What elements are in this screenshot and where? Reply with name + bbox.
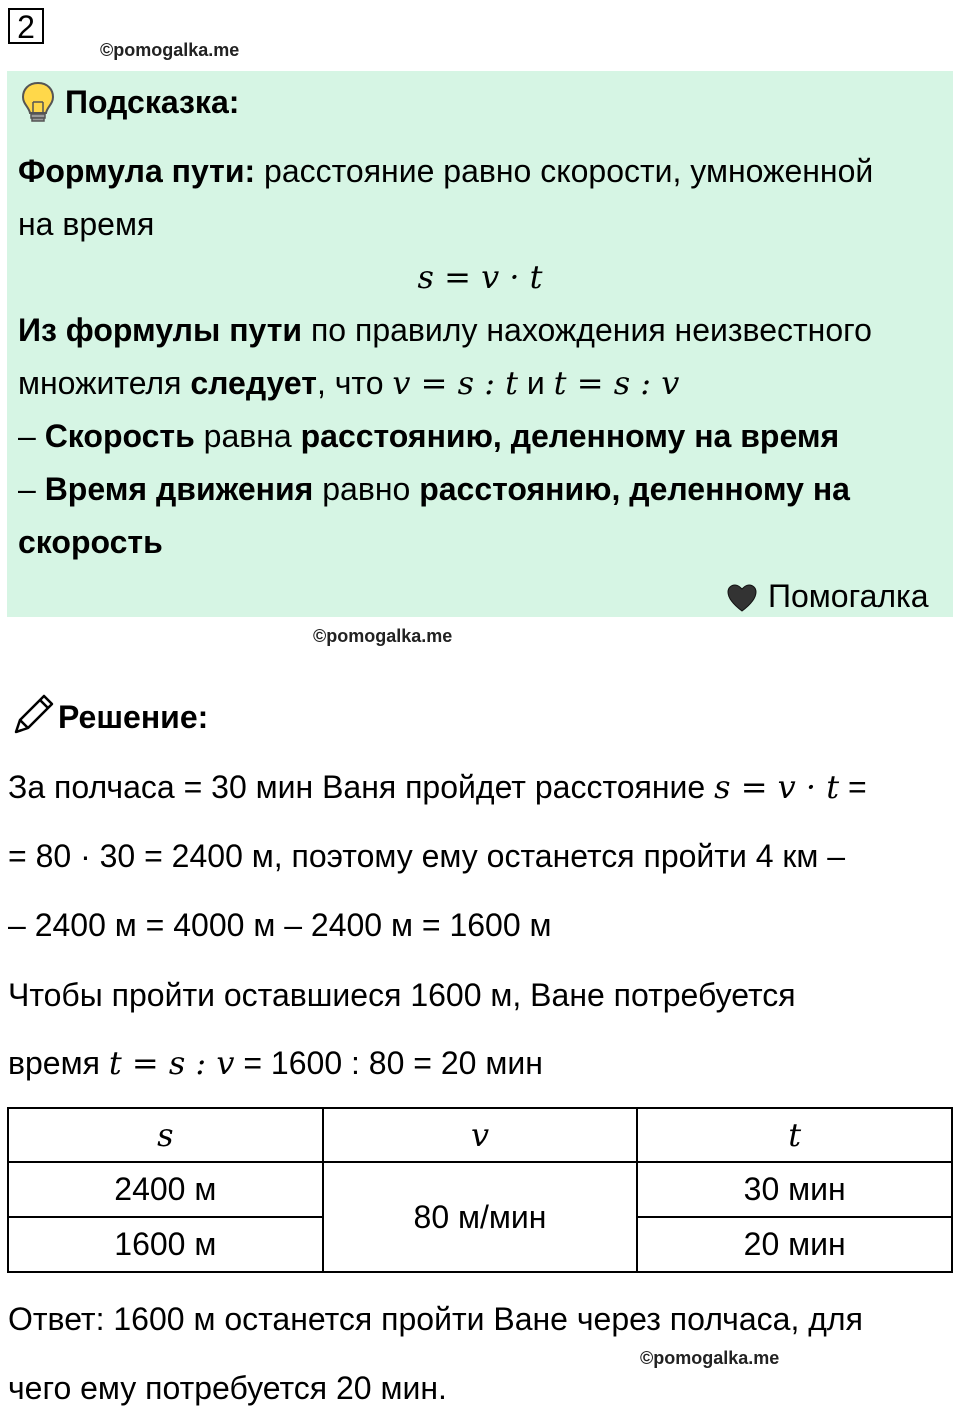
hint-title: Подсказка:	[65, 84, 240, 120]
hint-line-2: на время	[18, 206, 155, 242]
hint-line-6	[18, 416, 839, 456]
table-cell: 20 мин	[637, 1217, 952, 1272]
hint-line-6-mid: равна	[194, 418, 301, 454]
hint-line-4	[18, 310, 872, 350]
formula-s-vt: s = v · t	[417, 258, 543, 296]
solution-line-1	[8, 767, 867, 807]
table-cell: 2400 м	[8, 1162, 323, 1217]
watermark-bottom: ©pomogalka.me	[640, 1348, 780, 1368]
hint-line-1	[18, 151, 873, 191]
answer-line-1: Ответ: 1600 м останется пройти Ване через полчаса, для	[8, 1301, 863, 1337]
hint-line-5-b: , что	[316, 365, 393, 401]
hint-line-4-bold: Из формулы пути	[18, 312, 303, 348]
hint-line-5-bold: следует	[190, 365, 317, 401]
table-header-s: s	[8, 1108, 323, 1162]
watermark-middle: ©pomogalka.me	[313, 626, 453, 646]
hint-line-6-dash: –	[18, 418, 45, 454]
solution-line-5-a: время	[8, 1045, 109, 1081]
solution-line-1-b: =	[839, 769, 867, 805]
hint-line-4-rest: по правилу нахождения неизвестного	[302, 312, 872, 348]
heart-icon	[726, 583, 758, 618]
hint-formula	[0, 257, 960, 297]
hint-line-7-bold1: Время движения	[44, 471, 314, 507]
hint-line-7-bold2: расстоянию, деленному на	[419, 471, 850, 507]
solution-line-3: – 2400 м = 4000 м – 2400 м = 1600 м	[8, 907, 552, 943]
hint-line-7	[18, 469, 850, 509]
table-cell: 30 мин	[637, 1162, 952, 1217]
formula-v: v = s : t	[392, 364, 519, 402]
task-number: 2	[8, 8, 44, 44]
formula-s: s = v · t	[714, 768, 840, 806]
brand-name: Помогалка	[768, 578, 929, 614]
hint-line-6-bold2: расстоянию, деленному на время	[300, 418, 840, 454]
formula-t: t = s : v	[553, 364, 680, 402]
solution-line-5-b: = 1600 : 80 = 20 мин	[234, 1045, 543, 1081]
answer-line-2: чего ему потребуется 20 мин.	[8, 1370, 447, 1406]
data-table	[7, 1107, 953, 1273]
solution-title: Решение:	[58, 699, 209, 735]
hint-line-5	[18, 363, 679, 403]
solution-line-1-a: За полчаса = 30 мин Ваня пройдет расстояние	[8, 769, 715, 805]
solution-line-5	[8, 1043, 543, 1083]
table-cell: 1600 м	[8, 1217, 323, 1272]
hint-line-1-bold: Формула пути:	[18, 153, 256, 189]
solution-line-2: = 80 · 30 = 2400 м, поэтому ему останется пройти 4 км –	[8, 838, 846, 874]
lightbulb-icon	[18, 80, 58, 129]
formula-t-solution: t = s : v	[108, 1044, 235, 1082]
hint-line-8	[18, 522, 163, 562]
table-header-row	[8, 1108, 952, 1162]
hint-line-5-a: множителя	[18, 365, 191, 401]
hint-line-7-dash: –	[18, 471, 45, 507]
table-header-t: t	[637, 1108, 952, 1162]
hint-line-1-rest: расстояние равно скорости, умноженной	[255, 153, 874, 189]
table-header-v: v	[323, 1108, 638, 1162]
hint-line-5-and: и	[518, 365, 554, 401]
table-row	[8, 1162, 952, 1217]
hint-line-6-bold1: Скорость	[44, 418, 195, 454]
solution-line-4: Чтобы пройти оставшиеся 1600 м, Ване потребуется	[8, 977, 796, 1013]
table-cell-speed: 80 м/мин	[323, 1162, 638, 1272]
watermark-top: ©pomogalka.me	[100, 40, 240, 60]
pencil-icon	[10, 692, 56, 743]
hint-line-7-mid: равно	[313, 471, 420, 507]
hint-line-8-bold: скорость	[18, 524, 163, 560]
